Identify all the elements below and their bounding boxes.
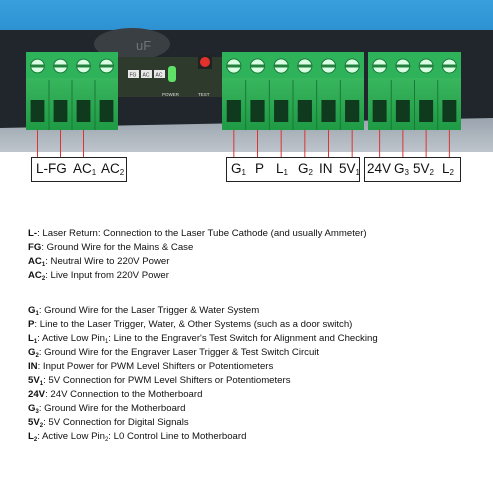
terminal-label-name: G: [231, 161, 242, 176]
test-button-cap[interactable]: [200, 57, 210, 67]
description-prefix-subscript: 2: [104, 437, 109, 443]
description-term-subscript: 1: [35, 311, 39, 317]
description-prefix-subscript: 1: [104, 339, 109, 345]
description-row: [28, 375, 291, 390]
description-term: L-: [28, 228, 38, 239]
terminal-label: [298, 161, 313, 177]
description-term-subscript: 1: [33, 339, 38, 345]
terminal-label: [101, 161, 124, 177]
description-term-subscript: 2: [41, 276, 46, 282]
terminal-label: [276, 161, 288, 177]
description-prefix: : Active Low Pin: [37, 333, 105, 344]
description-row: [28, 361, 273, 373]
description-term-subscript: 3: [35, 409, 39, 415]
terminal-label-name: AC: [101, 161, 120, 176]
description-term: FG: [28, 242, 42, 253]
terminal-label-name: 5V: [339, 161, 356, 176]
description-row: [28, 256, 169, 271]
terminal-label: [231, 161, 246, 177]
description-row: [28, 417, 189, 432]
description-term-subscript: 2: [39, 423, 44, 429]
indicator-ac2-label: AC: [155, 72, 163, 79]
terminal-label: [442, 161, 454, 177]
description-text: : Line to the Laser Trigger, Water, & Other Systems (such as a door switch): [34, 319, 353, 330]
indicator-fg-label: FG: [129, 72, 137, 79]
terminal-label: [319, 161, 333, 176]
description-text: : Ground Wire for the Engraver Laser Trigger & Test Switch Circuit: [38, 347, 320, 358]
wire-entry-hole[interactable]: [396, 100, 410, 122]
terminal-label-name: G: [394, 161, 405, 176]
description-text: : 24V Connection to the Motherboard: [45, 389, 203, 400]
description-term: $G_2$: [28, 347, 39, 359]
terminal-label-name: 5V: [413, 161, 430, 176]
description-text: : Ground Wire for the Mains & Case: [41, 242, 194, 253]
terminal-label-subscript: 1: [355, 168, 360, 177]
screw-slot: [227, 65, 241, 68]
description-row: [28, 431, 246, 446]
wire-entry-hole[interactable]: [274, 100, 288, 122]
screw-slot: [419, 65, 433, 68]
description-term: $L_1$: [28, 333, 38, 345]
description-row: [28, 270, 169, 285]
description-term-subscript: 1: [39, 381, 44, 387]
wire-entry-hole[interactable]: [321, 100, 335, 122]
description-term: P: [28, 319, 35, 330]
terminal-label-name: IN: [319, 161, 333, 176]
screw-slot: [100, 65, 114, 68]
terminal-label-subscript: 2: [308, 168, 313, 177]
terminal-label-subscript: 1: [91, 168, 97, 177]
capacitor-text: uF: [136, 38, 152, 53]
screw-slot: [77, 65, 91, 68]
screw-slot: [250, 65, 264, 68]
description-term-subscript: 1: [41, 262, 46, 268]
terminal-label: [367, 161, 391, 176]
description-text: : 5V Connection for Digital Signals: [43, 417, 189, 428]
description-term: $AC_1$: [28, 256, 46, 268]
description-text: : 5V Connection for PWM Level Shifters or Potentiometers: [43, 375, 291, 386]
description-term: $L_2$: [28, 431, 38, 443]
wire-entry-hole[interactable]: [298, 100, 312, 122]
wire-entry-hole[interactable]: [250, 100, 264, 122]
wire-entry-hole[interactable]: [31, 100, 45, 122]
wire-entry-hole[interactable]: [54, 100, 68, 122]
screw-slot: [54, 65, 68, 68]
test-button-label: TEST: [198, 92, 210, 97]
screw-slot: [442, 65, 456, 68]
description-term: $5V_2$: [28, 417, 44, 429]
terminal-label-name: AC: [73, 161, 92, 176]
wire-entry-hole[interactable]: [227, 100, 241, 122]
description-row: [28, 228, 367, 240]
terminal-label-subscript: 2: [119, 168, 125, 177]
terminal-label-name: P: [255, 161, 265, 176]
description-term: $G_1$: [28, 305, 39, 317]
terminal-label-subscript: 1: [283, 168, 288, 177]
screw-slot: [31, 65, 45, 68]
terminal-label: [413, 161, 434, 177]
terminal-label: [255, 161, 264, 176]
description-text: : Laser Return: Connection to the Laser Tube Cathode (and usually Ammeter): [37, 228, 367, 239]
description-text: : Live Input from 220V Power: [45, 270, 169, 281]
description-prefix: : Active Low Pin: [37, 431, 105, 442]
description-term: $AC_2$: [28, 270, 46, 282]
description-row: [28, 242, 193, 254]
power-led: [168, 66, 176, 82]
description-row: [28, 333, 378, 348]
wire-entry-hole[interactable]: [100, 100, 114, 122]
screw-slot: [274, 65, 288, 68]
screw-slot: [396, 65, 410, 68]
screw-slot: [345, 65, 359, 68]
description-term-subscript: 2: [33, 437, 38, 443]
terminal-board-photo: [0, 0, 493, 215]
terminal-label-name: L: [442, 161, 450, 176]
terminal-blocks: [26, 52, 461, 130]
terminal-block-top: [222, 52, 364, 78]
description-term: $G_3$: [28, 403, 39, 415]
description-term: IN: [28, 361, 38, 372]
terminal-label-subscript: 3: [404, 168, 409, 177]
description-text: : Ground Wire for the Laser Trigger & Water System: [38, 305, 260, 316]
terminal-label: [394, 161, 409, 177]
terminal-label-subscript: 1: [241, 168, 246, 177]
terminal-label: [339, 161, 360, 177]
terminal-label-subscript: 2: [429, 168, 434, 177]
terminal-label: [36, 161, 67, 176]
wire-entry-hole[interactable]: [419, 100, 433, 122]
terminal-label-subscript: 2: [449, 168, 454, 177]
description-term-subscript: 2: [35, 353, 39, 359]
description-text: : Neutral Wire to 220V Power: [45, 256, 170, 267]
terminal-label-name: 24V: [367, 161, 392, 176]
indicator-ac1-label: AC: [142, 72, 150, 79]
description-row: [28, 319, 352, 331]
description-row: [28, 403, 185, 418]
terminal-label-name: G: [298, 161, 309, 176]
screw-slot: [321, 65, 335, 68]
wire-entry-hole[interactable]: [77, 100, 91, 122]
description-row: [28, 305, 259, 320]
description-text: : Ground Wire for the Motherboard: [38, 403, 186, 414]
description-row: [28, 389, 202, 401]
description-text: : Line to the Engraver's Test Switch for Alignment and Checking: [108, 333, 378, 344]
screw-slot: [298, 65, 312, 68]
terminal-label-name: L: [276, 161, 284, 176]
description-term: 24V: [28, 389, 46, 400]
terminal-label-name: L-FG: [36, 161, 67, 176]
power-led-label: POWER: [162, 92, 180, 97]
screw-slot: [373, 65, 387, 68]
description-text: : L0 Control Line to Motherboard: [108, 431, 247, 442]
terminal-label: [73, 161, 96, 177]
description-row: [28, 347, 319, 362]
description-text: : Input Power for PWM Level Shifters or Potentiometers: [37, 361, 274, 372]
wire-entry-hole[interactable]: [345, 100, 359, 122]
wire-entry-hole[interactable]: [373, 100, 387, 122]
wire-entry-hole[interactable]: [442, 100, 456, 122]
description-term: $5V_1$: [28, 375, 44, 387]
